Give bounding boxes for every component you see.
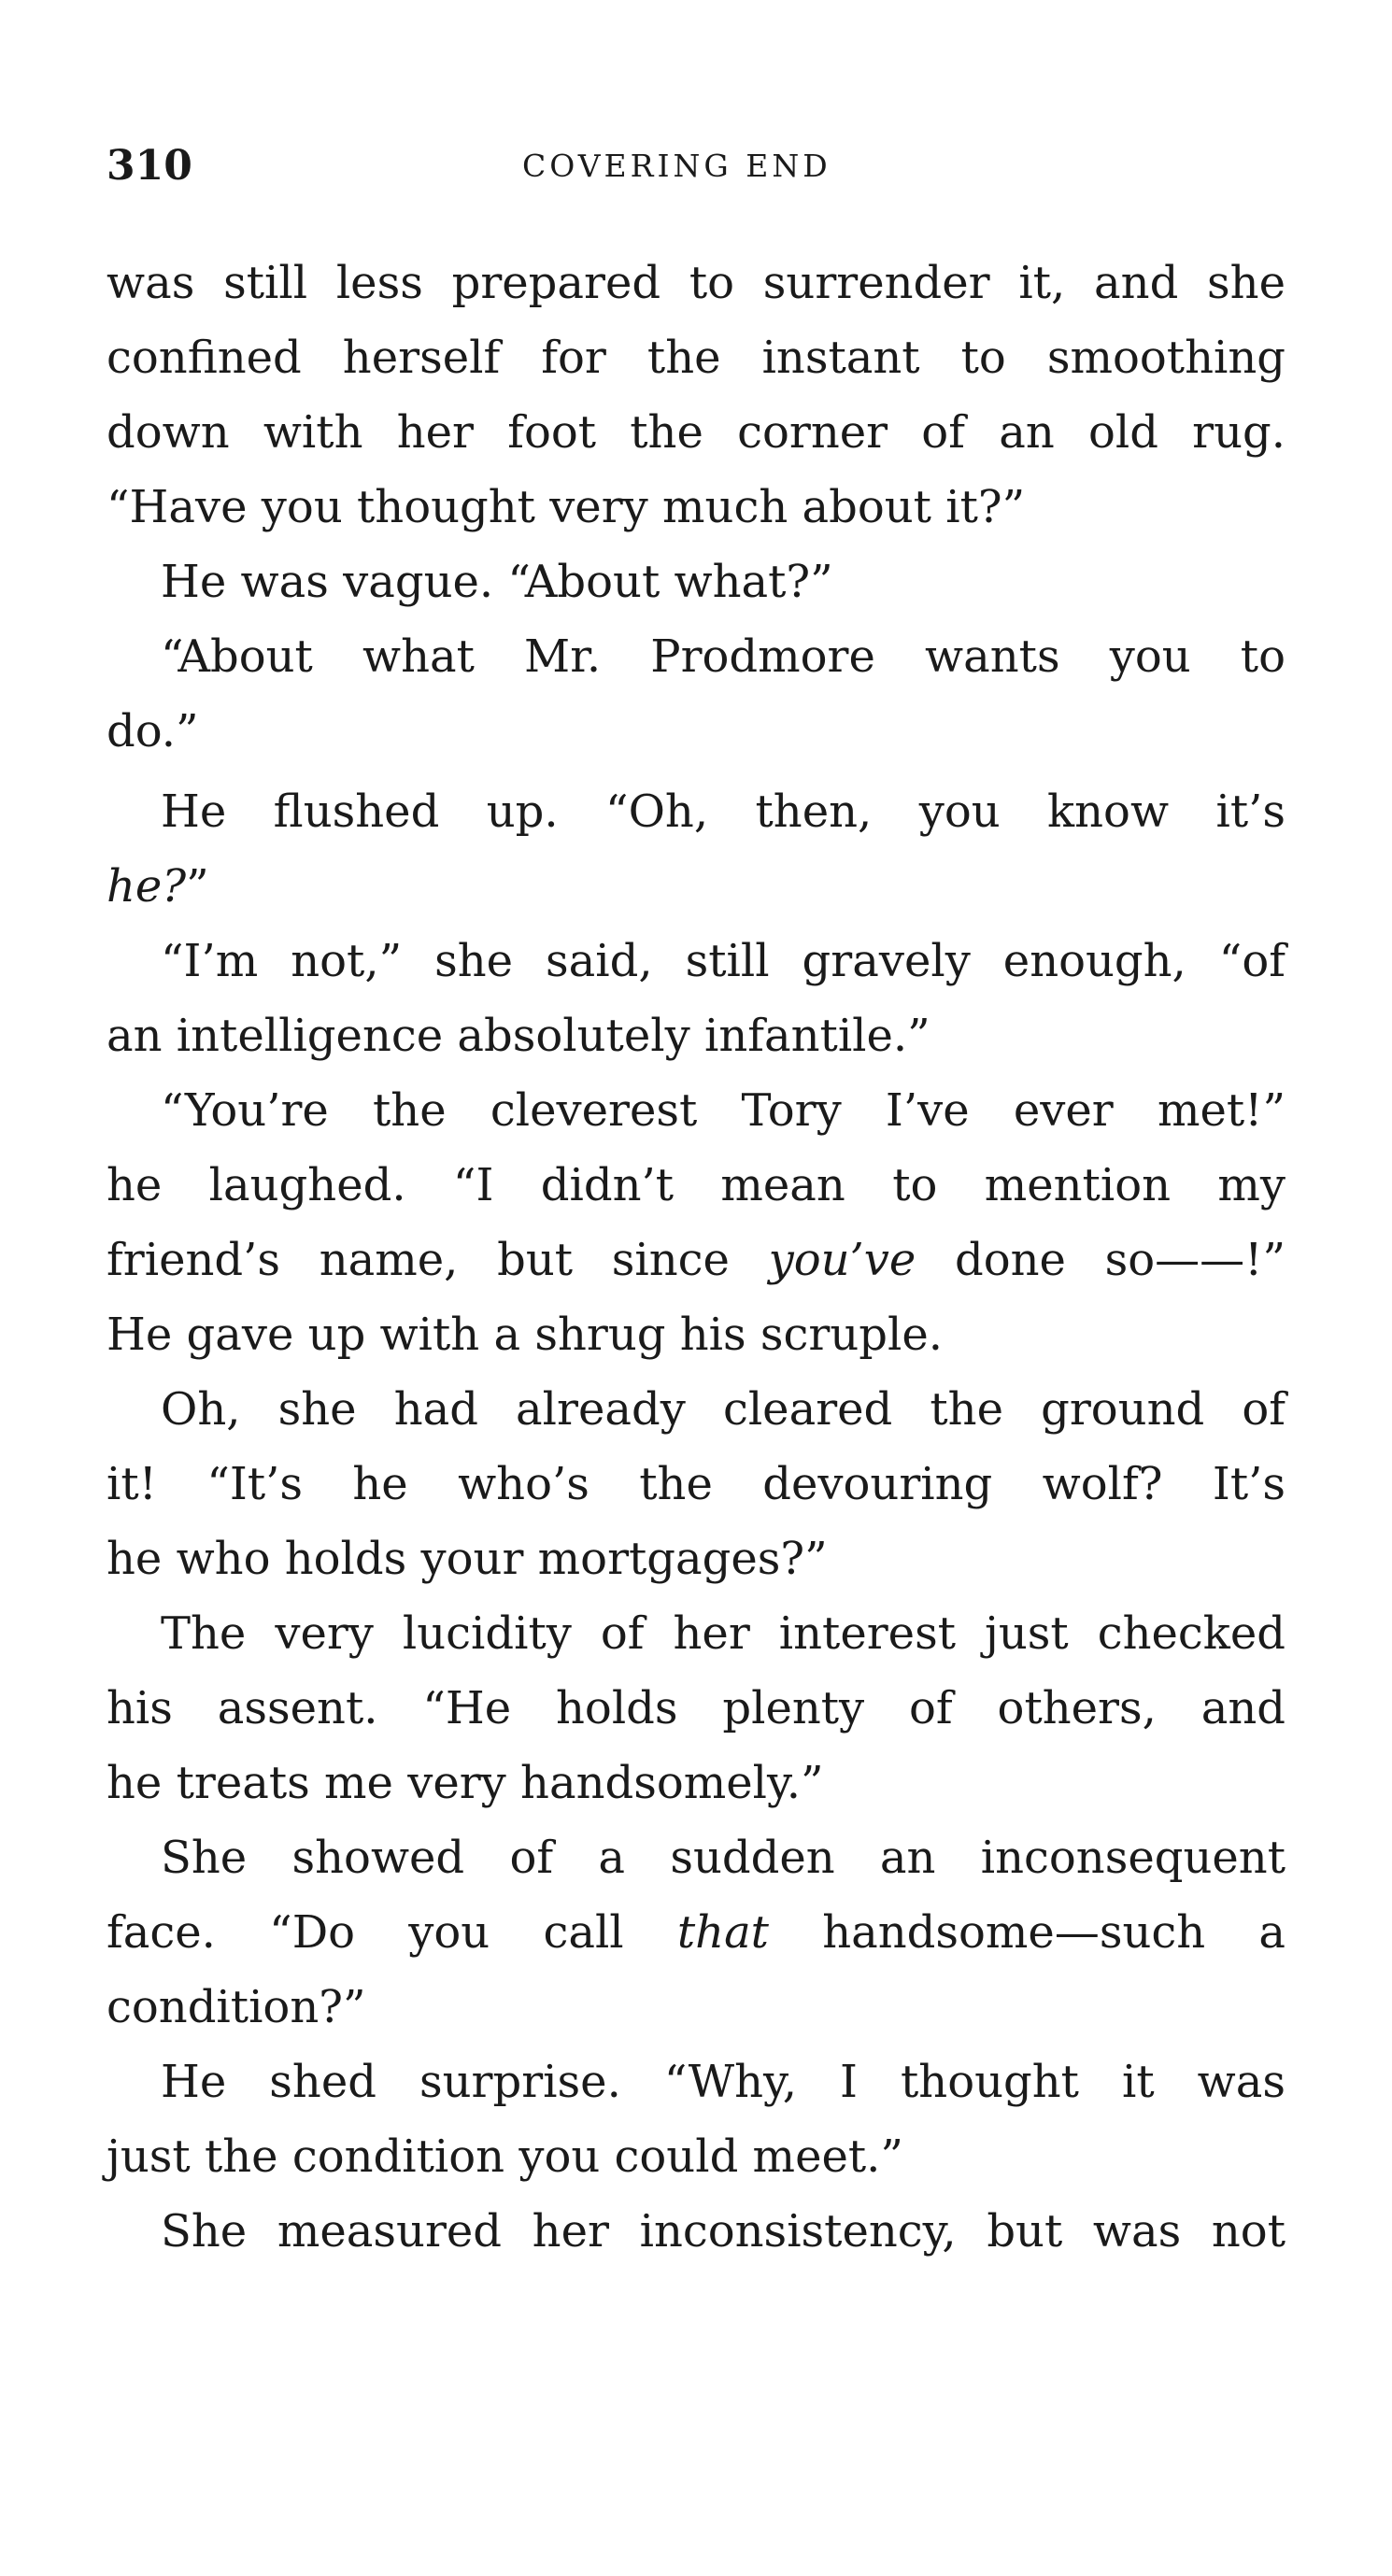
text-line xyxy=(107,849,1285,924)
text-line: Oh, she had already cleared the ground of xyxy=(161,1383,1285,1436)
text-fragment: friend’s name, but since xyxy=(107,1234,769,1286)
text-line: condition?” xyxy=(107,1981,366,2033)
italic-word: he? xyxy=(107,860,187,913)
body-text xyxy=(107,246,1285,2269)
text-line: “You’re the cleverest Tory I’ve ever met!” xyxy=(161,1084,1285,1137)
text-line: The very lucidity of her interest just checked xyxy=(161,1607,1285,1660)
text-line: an intelligence absolutely infantile.” xyxy=(107,1010,930,1062)
text-line: his assent. “He holds plenty of others, and xyxy=(107,1682,1285,1734)
text-line: down with her foot the corner of an old rug. xyxy=(107,406,1285,459)
text-line: She measured her inconsistency, but was not xyxy=(161,2205,1285,2258)
text-line xyxy=(107,1895,1285,1970)
text-line: “Have you thought very much about it?” xyxy=(107,481,1026,533)
text-line: do.” xyxy=(107,705,199,757)
italic-word: that xyxy=(676,1906,769,1959)
text-line: He flushed up. “Oh, then, you know it’s xyxy=(161,786,1285,838)
text-line: He gave up with a shrug his scruple. xyxy=(107,1309,943,1361)
text-fragment: handsome—such a xyxy=(768,1906,1285,1959)
text-line: just the condition you could meet.” xyxy=(107,2130,903,2183)
running-head xyxy=(107,138,1285,194)
running-title: COVERING END xyxy=(522,148,831,184)
text-line: She showed of a sudden an inconsequent xyxy=(161,1832,1285,1884)
text-fragment: done so——!” xyxy=(916,1234,1285,1286)
text-fragment: ” xyxy=(186,860,209,913)
text-line: it! “It’s he who’s the devouring wolf? It’s xyxy=(107,1458,1285,1510)
text-line: “About what Mr. Prodmore wants you to xyxy=(161,630,1285,683)
text-line: he who holds your mortgages?” xyxy=(107,1533,828,1585)
text-line xyxy=(107,1223,1285,1297)
text-line: he laughed. “I didn’t mean to mention my xyxy=(107,1159,1285,1211)
text-line: “I’m not,” she said, still gravely enough, “of xyxy=(161,935,1285,987)
text-line: confined herself for the instant to smoothing xyxy=(107,332,1285,384)
text-line: he treats me very handsomely.” xyxy=(107,1757,824,1809)
italic-word: you’ve xyxy=(768,1234,916,1286)
text-line: was still less prepared to surrender it, and she xyxy=(107,257,1285,309)
text-line: He shed surprise. “Why, I thought it was xyxy=(161,2056,1285,2108)
page-number: 310 xyxy=(107,142,192,190)
text-line: He was vague. “About what?” xyxy=(161,556,833,608)
text-fragment: face. “Do you call xyxy=(107,1906,677,1959)
